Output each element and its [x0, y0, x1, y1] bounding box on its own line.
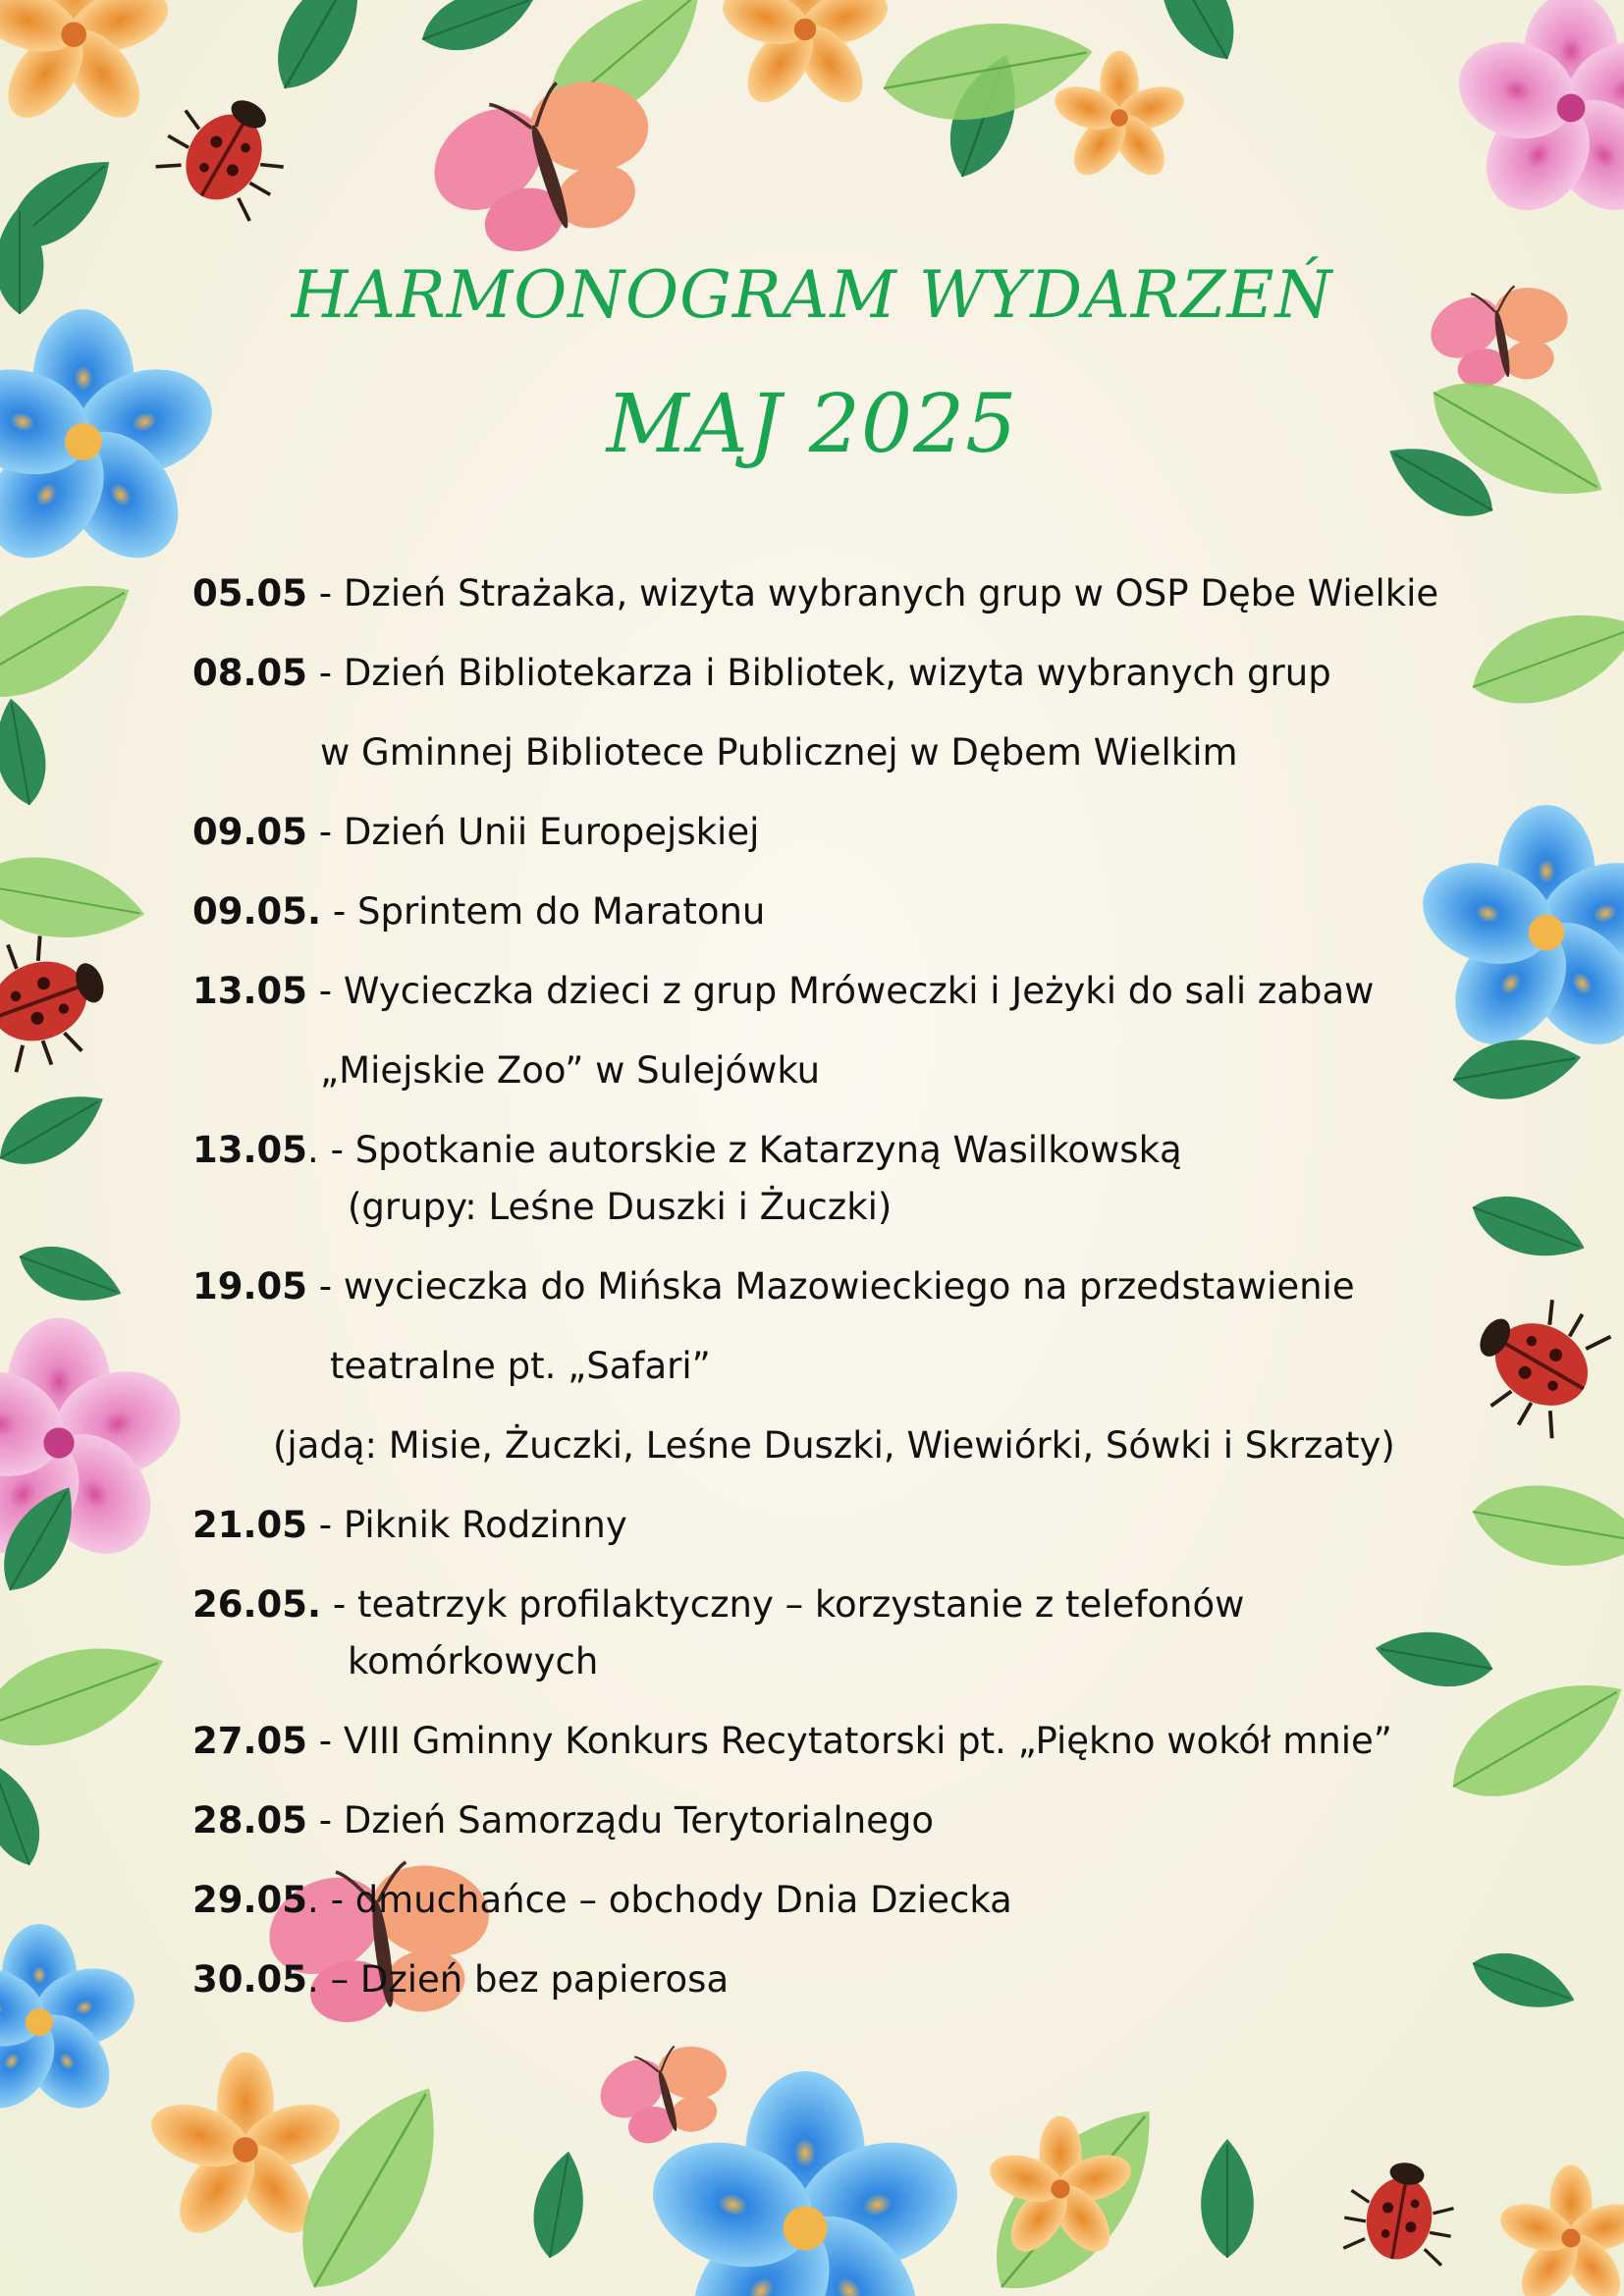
event-text: (grupy: Leśne Duszki i Żuczki) [348, 1186, 893, 1228]
event-separator: - [307, 572, 344, 614]
page-subtitle: MAJ 2025 [606, 378, 1018, 471]
event-item [192, 1874, 1410, 1953]
event-separator: - [307, 1265, 344, 1308]
event-continuation [192, 1419, 1410, 1499]
event-text: „Miejskie Zoo” w Sulejówku [320, 1049, 821, 1092]
event-item [192, 1499, 1410, 1578]
event-text: (jadą: Misie, Żuczki, Leśne Duszki, Wiewiórki, Sówki i Skrzaty) [273, 1424, 1395, 1467]
event-text: teatralne pt. „Safari” [330, 1345, 711, 1387]
event-separator: - [307, 811, 344, 853]
event-date: 28.05 [192, 1799, 308, 1842]
event-item [192, 1124, 1410, 1181]
event-text: Sprintem do Maratonu [356, 890, 766, 933]
event-item [192, 1578, 1410, 1635]
event-text: Spotkanie autorskie z Katarzyną Wasilkowską [354, 1129, 1182, 1171]
event-separator: . – [307, 1958, 360, 2001]
event-date: 26.05. [192, 1583, 322, 1626]
event-date: 09.05. [192, 890, 322, 933]
event-text: Dzień Strażaka, wizyta wybranych grup w OSP Dębe Wielkie [343, 572, 1439, 614]
event-list [192, 567, 1439, 2033]
event-item [192, 1953, 1410, 2033]
event-text: Dzień bez papierosa [359, 1958, 730, 2001]
event-date: 09.05 [192, 811, 308, 853]
event-item [192, 806, 1410, 885]
event-text: komórkowych [348, 1640, 599, 1682]
event-separator: . - [307, 1879, 355, 1921]
event-date: 13.05 [192, 970, 308, 1012]
event-item [192, 1794, 1410, 1874]
event-continuation [192, 1044, 1410, 1124]
event-item [192, 965, 1410, 1044]
event-separator: - [321, 890, 357, 933]
event-text: Dzień Samorządu Terytorialnego [343, 1799, 935, 1842]
event-date: 13.05 [192, 1129, 308, 1171]
event-text: Wycieczka dzieci z grup Mróweczki i Jeżyki do sali zabaw [343, 970, 1375, 1012]
event-date: 05.05 [192, 572, 308, 614]
event-text: Piknik Rodzinny [343, 1504, 627, 1546]
event-date: 08.05 [192, 652, 308, 694]
event-continuation [192, 1340, 1410, 1419]
event-text: teatrzyk profilaktyczny – korzystanie z telefonów [356, 1583, 1245, 1626]
event-item [192, 567, 1439, 647]
event-separator: - [307, 1504, 344, 1546]
event-separator: - [307, 1799, 344, 1842]
event-separator: - [307, 1720, 344, 1762]
event-continuation [192, 726, 1410, 806]
event-separator: - [321, 1583, 357, 1626]
page-title: HARMONOGRAM WYDARZEŃ [291, 257, 1333, 333]
event-text: Dzień Unii Europejskiej [343, 811, 760, 853]
event-text: VIII Gminny Konkurs Recytatorski pt. „Piękno wokół mnie” [343, 1720, 1392, 1762]
event-separator: . - [307, 1129, 355, 1171]
event-item [192, 1715, 1410, 1794]
event-date: 19.05 [192, 1265, 308, 1308]
event-text: wycieczka do Mińska Mazowieckiego na przedstawienie [343, 1265, 1355, 1308]
event-text: w Gminnej Bibliotece Publicznej w Dębem Wielkim [320, 731, 1238, 774]
event-text: Dzień Bibliotekarza i Bibliotek, wizyta wybranych grup [343, 652, 1331, 694]
event-continuation [192, 1635, 1410, 1715]
event-date: 29.05 [192, 1879, 308, 1921]
event-date: 30.05 [192, 1958, 308, 2001]
event-text: dmuchańce – obchody Dnia Dziecka [354, 1879, 1012, 1921]
event-separator: - [307, 970, 344, 1012]
event-item [192, 647, 1410, 726]
event-item [192, 1260, 1410, 1340]
event-date: 21.05 [192, 1504, 308, 1546]
event-separator: - [307, 652, 344, 694]
event-date: 27.05 [192, 1720, 308, 1762]
event-item [192, 885, 1410, 965]
event-continuation [192, 1181, 1410, 1260]
